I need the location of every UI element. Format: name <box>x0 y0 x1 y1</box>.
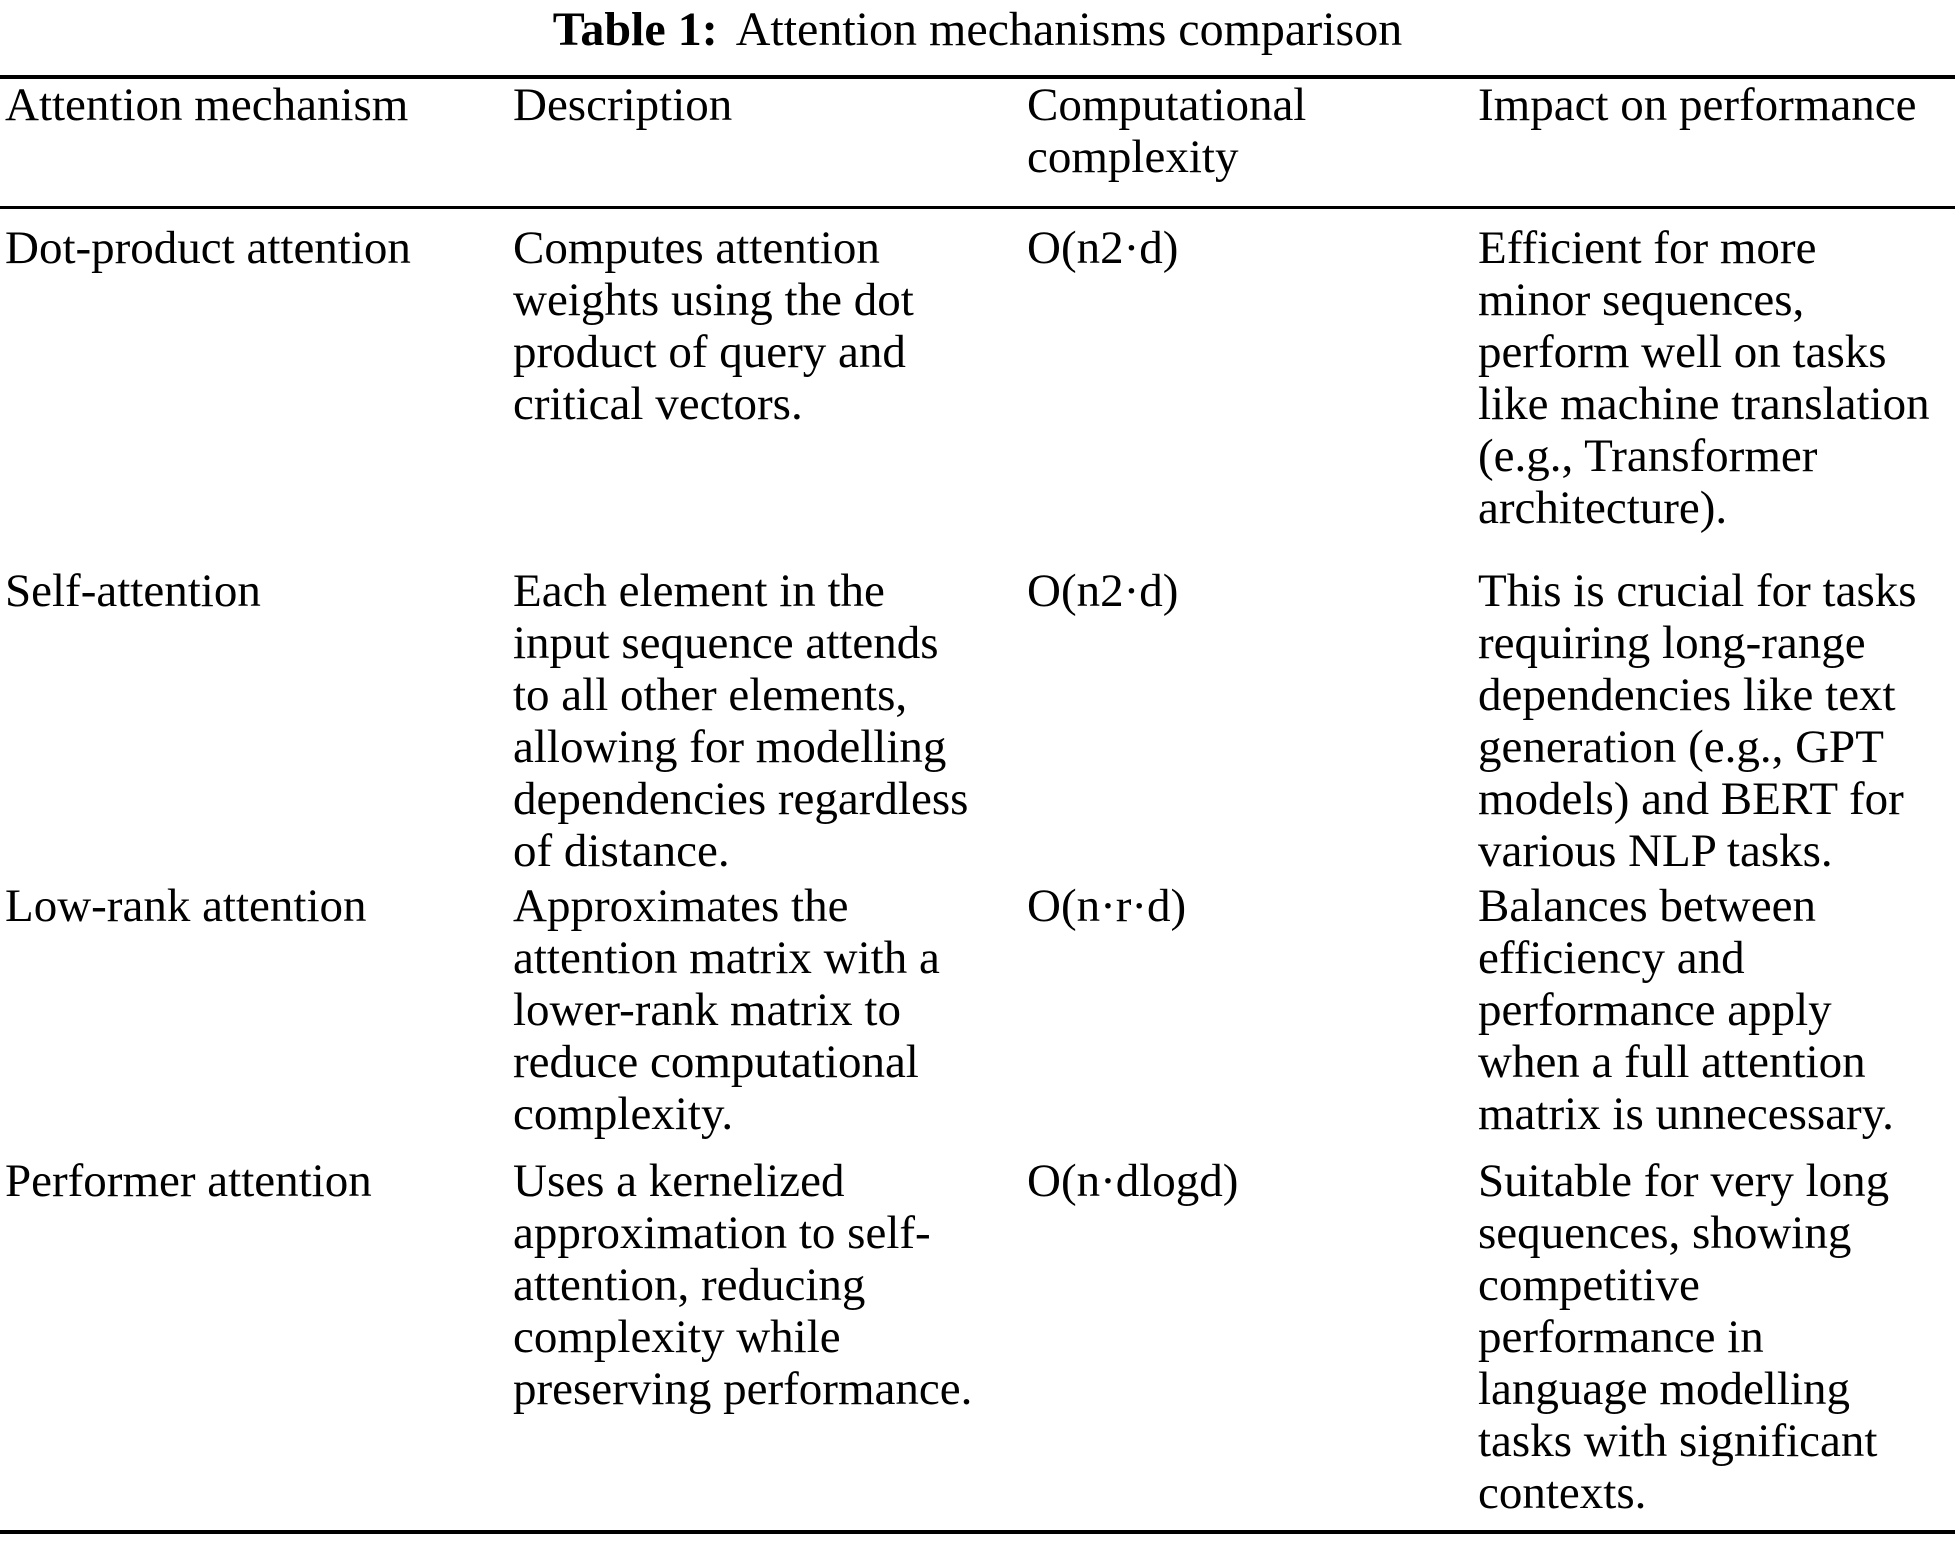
cell-description: Computes attention weights using the dot product of query and critical vectors. <box>513 221 914 430</box>
cell-impact: Suitable for very long sequences, showing competitive performance in language modelling tasks with significant contexts. <box>1478 1155 1890 1519</box>
table-row <box>0 565 1955 880</box>
comparison-table <box>0 75 1955 1534</box>
cell-description: Approximates the attention matrix with a lower-rank matrix to reduce computational complexity. <box>513 880 940 1140</box>
table-row <box>0 207 1955 565</box>
caption-label: Table 1: <box>552 3 718 56</box>
cell-mechanism: Performer attention <box>5 1155 372 1207</box>
column-header-description: Description <box>505 77 1020 207</box>
cell-mechanism: Self-attention <box>5 565 261 617</box>
cell-complexity: O(n·r·d) <box>1027 880 1187 932</box>
table-caption <box>0 2 1955 58</box>
column-header-attention-mechanism: Attention mechanism <box>0 77 505 207</box>
cell-complexity: O(n2·d) <box>1027 221 1179 274</box>
table-row <box>0 1155 1955 1532</box>
cell-mechanism: Dot-product attention <box>5 221 411 274</box>
column-header-computational-complexity: Computational complexity <box>1020 77 1472 207</box>
cell-impact: This is crucial for tasks requiring long-range dependencies like text generation (e.g., GPT models) and BERT for various NLP tasks. <box>1478 565 1917 877</box>
cell-impact: Balances between efficiency and performance apply when a full attention matrix is unnecessary. <box>1478 880 1894 1140</box>
cell-description: Uses a kernelized approximation to self-attention, reducing complexity while preserving performance. <box>513 1155 973 1415</box>
caption-title: Attention mechanisms comparison <box>735 3 1403 56</box>
cell-complexity: O(n2·d) <box>1027 565 1179 617</box>
cell-mechanism: Low-rank attention <box>5 880 367 932</box>
cell-description: Each element in the input sequence attends to all other elements, allowing for modelling dependencies regardless of distance. <box>513 565 969 877</box>
header-row <box>0 77 1955 207</box>
column-header-impact-on-performance: Impact on performance <box>1472 77 1955 207</box>
cell-impact: Efficient for more minor sequences, perform well on tasks like machine translation (e.g., Transformer architecture). <box>1478 221 1930 534</box>
cell-complexity: O(n·dlogd) <box>1027 1155 1239 1207</box>
table-row <box>0 880 1955 1155</box>
